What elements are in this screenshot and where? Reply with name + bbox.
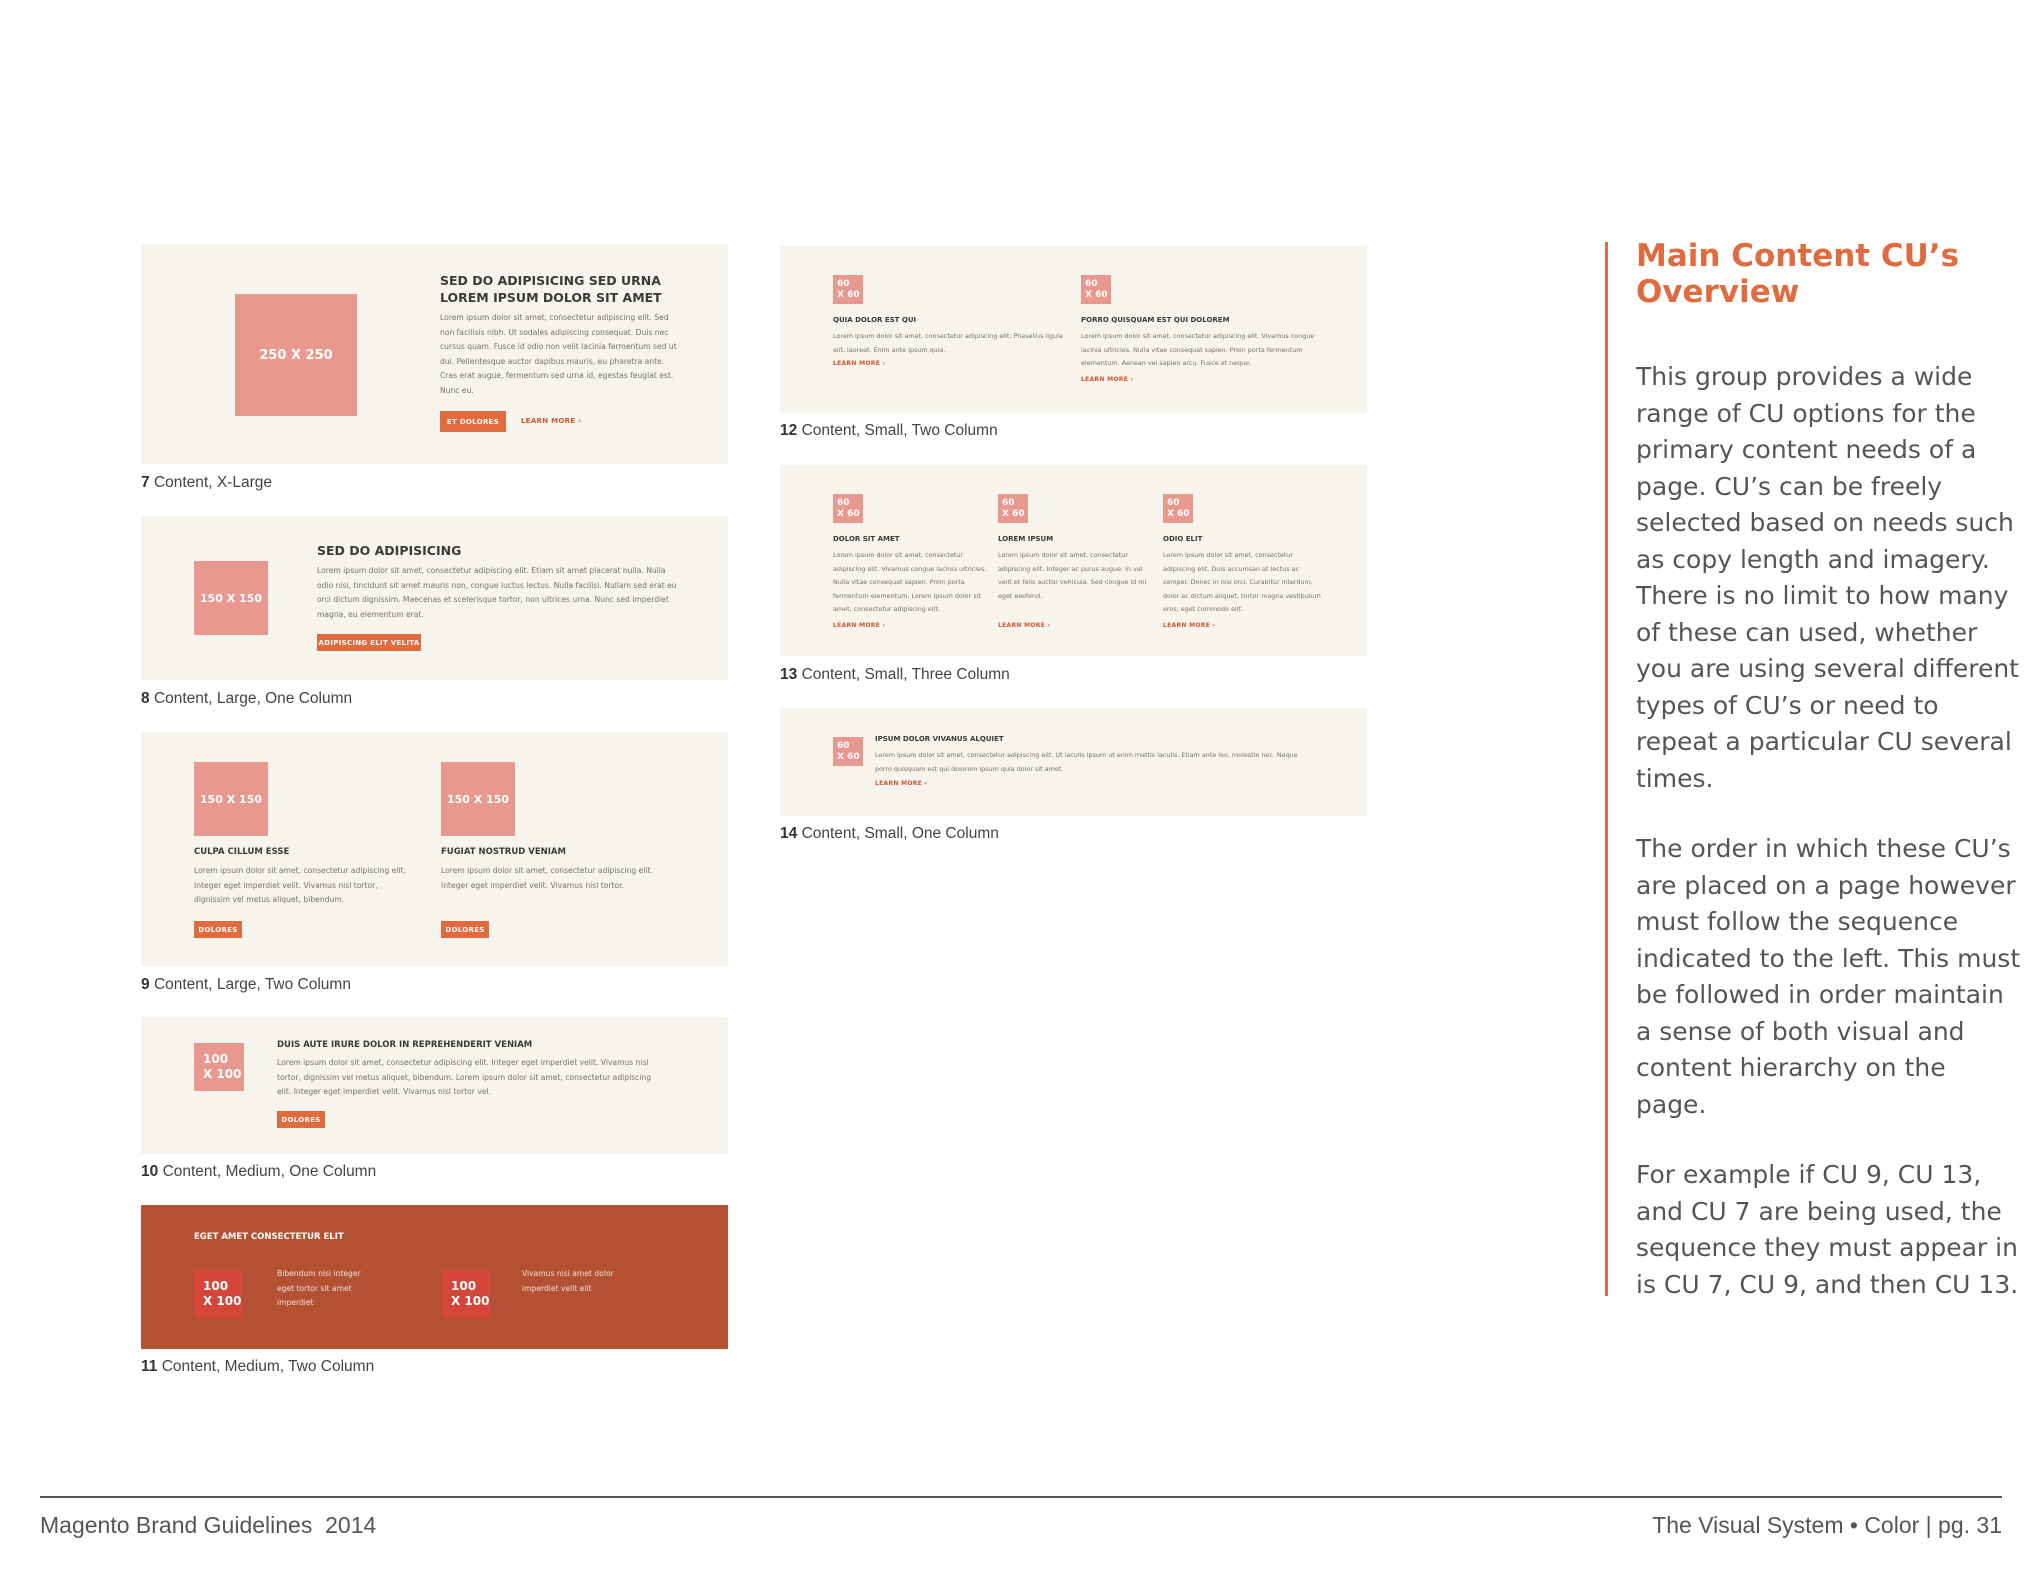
cu13-col2-ph-line1: 60: [1002, 497, 1015, 508]
cu13-caption: 13 Content, Small, Three Column: [780, 666, 1010, 683]
cu7-learn-more-link[interactable]: LEARN MORE ›: [521, 417, 582, 425]
cu12-col2-heading: PORRO QUISQUAM EST QUI DOLOREM: [1081, 316, 1230, 324]
cu13-col3-image-placeholder: [1163, 494, 1193, 523]
cu11-col2-ph-line2: X 100: [451, 1294, 490, 1308]
cu10-image-placeholder: [194, 1043, 244, 1091]
cu8-heading: SED DO ADIPISICING: [317, 543, 462, 558]
cu9-caption: 9 Content, Large, Two Column: [141, 976, 351, 993]
cu12-col2-image-placeholder: [1081, 275, 1111, 304]
cu13-col3-ph-line1: 60: [1167, 497, 1180, 508]
cu13-col3-heading: ODIO ELIT: [1163, 535, 1203, 543]
cu12-card: [780, 246, 1367, 413]
cu11-col1-image-placeholder: [194, 1270, 242, 1318]
cu12-col1-image-placeholder: [833, 275, 863, 304]
cu10-card: [141, 1017, 728, 1154]
cu12-col1-heading: QUIA DOLOR EST QUI: [833, 316, 917, 324]
cu9-card: [141, 732, 728, 966]
cu11-col2-image-placeholder: [442, 1270, 490, 1318]
sidebar-paragraph-2: The order in which these CU’s are placed on a page however must follow the sequence indicated to the left. This must be followed in order maintain a sense of both visual and content hierarchy on the page.: [1636, 834, 2021, 1119]
cu7-body: Lorem ipsum dolor sit amet, consectetur adipiscing elit. Sed non facilisis nibh. Ut sodales adipiscing consequat. Duis nec cursus quam. Fusce id odio non velit lacinia fermentum sed ut dui. Pellentesque auctor dapibus mauris, eu pharetra ante. Cras erat augue, fermentum sed urna id, egestas feugiat est. Nunc eu.: [440, 313, 677, 395]
cu12-caption: 12 Content, Small, Two Column: [780, 422, 998, 439]
cu10-ph-line1: 100: [203, 1052, 229, 1066]
cu9-col2-body: Lorem ipsum dolor sit amet, consectetur adipiscing elit. Integer eget imperdiet velit. Vivamus nisl tortor.: [441, 866, 653, 890]
cu9-col2-heading: FUGIAT NOSTRUD VENIAM: [441, 847, 566, 857]
cu12-col1-body: Lorem ipsum dolor sit amet, consectetur adipiscing elit. Phasellus ligula elit, laoreet. Enim ante ipsum quia.: [833, 332, 1063, 354]
cu14-caption: 14 Content, Small, One Column: [780, 825, 999, 842]
cu13-col1-image-placeholder: [833, 494, 863, 523]
cu13-col3-body: Lorem ipsum dolor sit amet, consectetur adipiscing elit. Duis accumsan at lectus ac semper. Donec in nisl orci. Curabitur interdum, dolor ac dictum aliquet, tortor magna vestibulum eros, eget commodo elit.: [1163, 551, 1321, 613]
cu12-col2-body: Lorem ipsum dolor sit amet, consectetur adipiscing elit. Vivamus congue lacinia ultricies. Nulla vitae consequat sapien. Proin porta fermentum elementum. Aenean vel sapien arcu. Fusce et neque.: [1081, 332, 1315, 367]
cu7-card: [141, 244, 728, 464]
cu9-col2-image-placeholder: 150 X 150: [441, 762, 515, 836]
cu13-col3-ph-line2: X 60: [1167, 508, 1190, 519]
cu11-caption: 11 Content, Medium, Two Column: [141, 1358, 375, 1375]
cu14-ph-line2: X 60: [837, 751, 860, 762]
cu12-col1-ph-line1: 60: [837, 278, 850, 289]
cu10-button[interactable]: DOLORES: [277, 1111, 325, 1128]
cu14-image-placeholder: [833, 737, 863, 766]
cu11-col2-ph-line1: 100: [451, 1279, 477, 1293]
cu13-col2-learn-more-link[interactable]: LEARN MORE ›: [998, 622, 1051, 629]
cu13-col1-ph-line1: 60: [837, 497, 850, 508]
cu7-image-placeholder: 250 X 250: [235, 294, 357, 416]
cu13-col3-learn-more-link[interactable]: LEARN MORE ›: [1163, 622, 1216, 629]
cu13-card: [780, 465, 1367, 656]
cu8-image-placeholder: 150 X 150: [194, 561, 268, 635]
cu10-body: Lorem ipsum dolor sit amet, consectetur adipiscing elit. Integer eget imperdiet velit. Vivamus nisl tortor, dignissim vel metus aliquet, bibendum. Lorem ipsum dolor sit amet, consectetur adipiscing elit. Integer eget imperdiet velit. Vivamus nisl tortor vel.: [277, 1058, 652, 1096]
cu14-card: [780, 708, 1367, 816]
cu9-col1-image-placeholder: 150 X 150: [194, 762, 268, 836]
cu12-col2-ph-line2: X 60: [1085, 289, 1108, 300]
cu11-heading: EGET AMET CONSECTETUR ELIT: [194, 1232, 344, 1242]
cu9-col2-button[interactable]: DOLORES: [441, 921, 489, 938]
cu14-body: Lorem ipsum dolor sit amet, consectetur adipiscing elit. Ut iaculis ipsum ut enim mattis iaculis. Etiam ante leo, molestie nec. Neque porro quisquam est qui dolorem ipsum quia dolor sit amet.: [875, 751, 1298, 773]
cu13-col1-learn-more-link[interactable]: LEARN MORE ›: [833, 622, 886, 629]
cu12-col1-ph-line2: X 60: [837, 289, 860, 300]
sidebar-paragraph-3: For example if CU 9, CU 13, and CU 7 are being used, the sequence they must appear in is CU 7, CU 9, and then CU 13.: [1636, 1160, 2019, 1299]
cu11-col1-ph-line1: 100: [203, 1279, 229, 1293]
cu12-col2-learn-more-link[interactable]: LEARN MORE ›: [1081, 376, 1134, 383]
cu10-caption: 10 Content, Medium, One Column: [141, 1163, 377, 1180]
footer-left-text: Magento Brand Guidelines 2014: [40, 1512, 377, 1538]
cu11-col2-body: Vivamus nisi amet dolor imperdiet velit elit: [522, 1269, 614, 1293]
cu13-col2-body: Lorem ipsum dolor sit amet, consectetur adipiscing elit. Integer ac purus augue. In vel velit et felis auctor vehicula. Sed congue id mi eget eleifend.: [998, 551, 1147, 600]
cu8-button[interactable]: ADIPISCING ELIT VELITA: [317, 634, 421, 651]
cu8-body: Lorem ipsum dolor sit amet, consectetur adipiscing elit. Etiam sit amet placerat nulla. Nulla odio nisi, tincidunt sit amet mauris non, congue luctus lectus. Nulla facilisi. Nullam sed erat eu orci dictum dignissim. Maecenas et scelerisque tortor, non ultrices urna. Nunc sed imperdiet magna, eu elementum erat.: [317, 566, 677, 619]
cu14-ph-line1: 60: [837, 740, 850, 751]
cu9-col1-button[interactable]: DOLORES: [194, 921, 242, 938]
cu13-col1-ph-line2: X 60: [837, 508, 860, 519]
cu11-col1-body: Bibendum nisi integer eget tortor sit amet imperdiet: [277, 1269, 361, 1307]
cu10-heading: DUIS AUTE IRURE DOLOR IN REPREHENDERIT VENIAM: [277, 1040, 533, 1050]
cu7-caption: 7 Content, X-Large: [141, 474, 272, 491]
sidebar-title: Main Content CU’s Overview: [1636, 238, 1960, 310]
cu11-card: [141, 1205, 728, 1349]
cu9-col1-heading: CULPA CILLUM ESSE: [194, 847, 290, 857]
cu12-col1-learn-more-link[interactable]: LEARN MORE ›: [833, 360, 886, 367]
cu12-col2-ph-line1: 60: [1085, 278, 1098, 289]
cu14-heading: IPSUM DOLOR VIVANUS ALQUIET: [875, 735, 1004, 743]
cu14-learn-more-link[interactable]: LEARN MORE ›: [875, 780, 928, 787]
cu7-button[interactable]: ET DOLORES: [440, 411, 506, 432]
cu13-col2-ph-line2: X 60: [1002, 508, 1025, 519]
sidebar-accent-rule: [1605, 242, 1608, 1296]
cu13-col2-heading: LOREM IPSUM: [998, 535, 1054, 543]
cu8-caption: 8 Content, Large, One Column: [141, 690, 353, 707]
sidebar-paragraph-1: This group provides a wide range of CU options for the primary content needs of a page. CU’s can be freely selected based on needs such as copy length and imagery. There is no limit to how many of these can used, whether you are using several different types of CU’s or need to repeat a particular CU several times.: [1636, 362, 2019, 793]
footer-rule: [40, 1496, 2002, 1498]
cu10-ph-line2: X 100: [203, 1067, 242, 1081]
cu13-col1-heading: DOLOR SIT AMET: [833, 535, 900, 543]
cu13-col1-body: Lorem ipsum dolor sit amet, consectetur adipiscing elit. Vivamus congue lacinia ultricies. Nulla vitae consequat sapien. Proin porta fermentum elementum. Lorem ipsum dolor sit amet, consectetur adipiscing elit.: [833, 551, 987, 613]
cu11-col1-ph-line2: X 100: [203, 1294, 242, 1308]
cu9-col1-body: Lorem ipsum dolor sit amet, consectetur adipiscing elit. Integer eget imperdiet velit. Vivamus nisl tortor, dignissim vel metus aliquet, bibendum.: [194, 866, 406, 904]
footer-right-text: The Visual System • Color | pg. 31: [1652, 1512, 2002, 1538]
cu8-card: [141, 516, 728, 680]
cu7-heading: SED DO ADIPISICING SED URNA LOREM IPSUM DOLOR SIT AMET: [440, 273, 662, 305]
cu13-col2-image-placeholder: [998, 494, 1028, 523]
